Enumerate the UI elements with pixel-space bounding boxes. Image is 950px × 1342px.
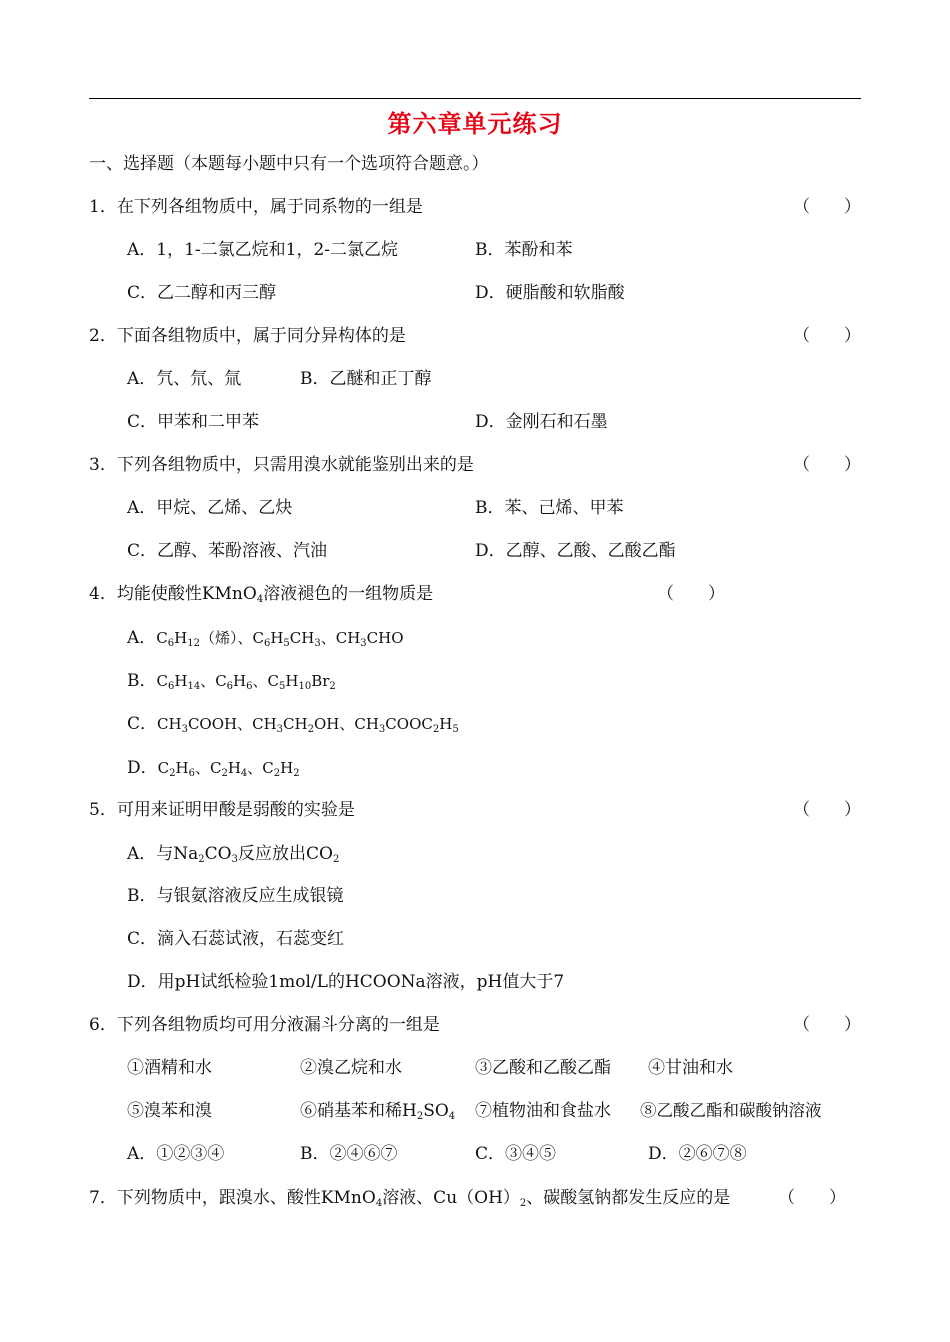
page-title: 第六章单元练习 — [387, 109, 563, 138]
question-6-option-c: C．③④⑤ — [475, 1144, 557, 1164]
question-3-stem: 3．下列各组物质中，只需用溴水就能鉴别出来的是 — [89, 455, 474, 475]
answer-bracket: （ ） — [793, 455, 861, 475]
question-3-option-d: D．乙醇、乙酸、乙酸乙酯 — [475, 541, 676, 561]
question-3-option-b: B．苯、己烯、甲苯 — [475, 498, 624, 518]
question-4-option-d: D．$C_2H_6$、$C_2H_4$、$C_2H_2$ — [127, 758, 300, 779]
question-2-option-b: B．乙醚和正丁醇 — [300, 369, 432, 389]
question-2-option-d: D．金刚石和石墨 — [475, 412, 608, 432]
question-5-option-a: A．与$Na_2CO_3$反应放出$CO_2$ — [127, 844, 340, 865]
question-6-option-b: B．②④⑥⑦ — [300, 1144, 398, 1164]
answer-bracket: （ ） — [657, 584, 725, 604]
question-6-item-3: ③乙酸和乙酸乙酯 — [475, 1058, 611, 1078]
question-4-option-b: B．$C_6H_{14}$、$C_6H_6$、$C_5H_{10}Br_2$ — [127, 671, 336, 692]
question-6-item-4: ④甘油和水 — [648, 1058, 733, 1078]
question-2-option-a: A．氕、氘、氚 — [127, 369, 242, 389]
question-6-item-8: ⑧乙酸乙酯和碳酸钠溶液 — [640, 1101, 822, 1120]
question-6-stem: 6．下列各组物质均可用分液漏斗分离的一组是 — [89, 1015, 440, 1035]
question-6-item-1: ①酒精和水 — [127, 1058, 212, 1078]
header-rule — [89, 98, 861, 99]
question-6-item-5: ⑤溴苯和溴 — [127, 1101, 212, 1121]
question-3-option-a: A．甲烷、乙烯、乙炔 — [127, 498, 293, 518]
answer-bracket: （ ） — [793, 326, 861, 346]
section-heading: 一、选择题（本题每小题中只有一个选项符合题意。） — [89, 154, 489, 174]
question-1-option-b: B．苯酚和苯 — [475, 240, 573, 260]
question-1-stem: 1．在下列各组物质中，属于同系物的一组是 — [89, 197, 423, 217]
question-6-item-2: ②溴乙烷和水 — [300, 1058, 402, 1078]
question-5-stem: 5．可用来证明甲酸是弱酸的实验是 — [89, 800, 355, 820]
question-1-option-c: C．乙二醇和丙三醇 — [127, 283, 277, 303]
question-7-stem: 7．下列物质中，跟溴水、酸性KMnO$_4$溶液、$Cu(OH)_2$、碳酸氢钠都发生反应的是 — [89, 1188, 731, 1209]
question-2-stem: 2．下面各组物质中，属于同分异构体的是 — [89, 326, 406, 346]
question-3-option-c: C．乙醇、苯酚溶液、汽油 — [127, 541, 328, 561]
question-5-option-d: D．用pH试纸检验1mol/L的HCOONa溶液，pH值大于7 — [127, 972, 565, 992]
question-1-option-a: A．1，1-二氯乙烷和1，2-二氯乙烷 — [127, 240, 399, 260]
answer-bracket: （ ） — [793, 197, 861, 217]
question-5-option-b: B．与银氨溶液反应生成银镜 — [127, 886, 344, 906]
question-2-option-c: C．甲苯和二甲苯 — [127, 412, 260, 432]
answer-bracket: （ ） — [793, 1015, 861, 1035]
question-4-option-a: A．$C_6H_{12}$（烯）、$C_6H_5CH_3$、$CH_3CHO$ — [127, 628, 404, 649]
question-6-item-7: ⑦植物油和食盐水 — [475, 1101, 611, 1121]
question-6-option-d: D．②⑥⑦⑧ — [648, 1144, 747, 1164]
question-4-stem: 4．均能使酸性KMnO$_4$溶液褪色的一组物质是 — [89, 584, 434, 605]
question-6-option-a: A．①②③④ — [127, 1144, 225, 1164]
question-5-option-c: C．滴入石蕊试液，石蕊变红 — [127, 929, 345, 949]
answer-bracket: （ ） — [778, 1188, 846, 1208]
question-1-option-d: D．硬脂酸和软脂酸 — [475, 283, 625, 303]
answer-bracket: （ ） — [793, 800, 861, 820]
question-6-item-6: ⑥硝基苯和稀$H_2SO_4$ — [300, 1101, 456, 1122]
question-4-option-c: C．$CH_3COOH$、$CH_3CH_2OH$、$CH_3COOC_2H_5$ — [127, 714, 459, 735]
